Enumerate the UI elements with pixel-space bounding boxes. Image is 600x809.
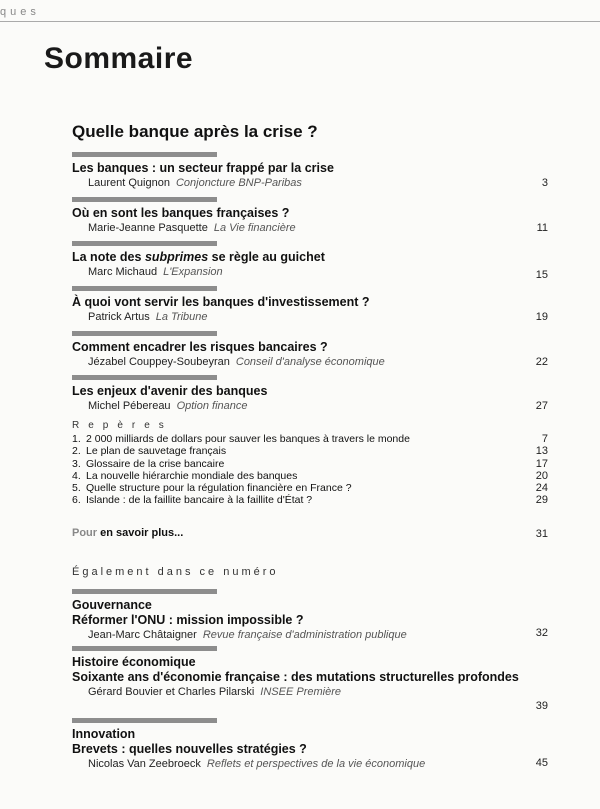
article-title[interactable]: Les enjeux d'avenir des banques	[72, 384, 268, 398]
pour-en-savoir-plus[interactable]: Pour en savoir plus... 31	[72, 527, 548, 540]
divider-bar	[72, 646, 217, 651]
article-author: Jean-Marc Châtaigner	[88, 629, 197, 641]
divider-bar	[72, 589, 217, 594]
divider-bar	[72, 152, 217, 157]
article-meta	[72, 310, 548, 324]
article-source: La Vie financière	[213, 222, 296, 234]
divider-bar	[72, 241, 217, 246]
article-author: Patrick Artus	[88, 311, 150, 323]
dossier-title: Quelle banque après la crise ?	[72, 122, 318, 141]
page-number: 27	[535, 400, 548, 412]
article-entry[interactable]	[72, 197, 548, 235]
article-source: Conseil d'analyse économique	[235, 356, 385, 368]
reperes-section	[72, 420, 548, 507]
article-meta	[72, 685, 548, 699]
article-author: Marc Michaud	[88, 266, 158, 278]
article-entry[interactable]	[72, 286, 548, 324]
article-meta	[72, 176, 548, 190]
category-label: Gouvernance	[72, 598, 152, 612]
page-number: 32	[535, 627, 548, 639]
article-entry[interactable]	[72, 375, 548, 413]
category-label: Innovation	[72, 727, 136, 741]
article-source: Revue française d'administration publique	[202, 629, 407, 641]
article-source: INSEE Première	[260, 686, 341, 698]
article-entry[interactable]	[72, 331, 548, 369]
article-author: Gérard Bouvier et Charles Pilarski	[88, 686, 255, 698]
article-meta	[72, 265, 548, 279]
article-source: L'Expansion	[163, 266, 223, 278]
article-title[interactable]: La note des subprimes se règle au guichet	[72, 250, 325, 264]
page-number: 3	[541, 177, 548, 189]
repere-item[interactable]: 6. Islande : de la faillite bancaire à la faillite d'État ? 29	[72, 494, 548, 507]
article-meta	[72, 355, 548, 369]
divider-bar	[72, 331, 217, 336]
reperes-label: Repères	[72, 420, 173, 431]
article-source: La Tribune	[155, 311, 208, 323]
article-title[interactable]: Comment encadrer les risques bancaires ?	[72, 340, 328, 354]
page-number: 13	[535, 445, 548, 458]
page-number: 20	[535, 469, 548, 482]
article-author: Michel Pébereau	[88, 400, 171, 412]
article-entry[interactable]	[72, 152, 548, 190]
article-meta	[72, 221, 548, 235]
section-tag: ques	[0, 6, 40, 18]
article-author: Nicolas Van Zeebroeck	[88, 758, 201, 770]
page-number: 19	[535, 311, 548, 323]
page-number: 45	[535, 757, 548, 769]
article-entry[interactable]	[72, 241, 548, 279]
repere-item[interactable]: 2. Le plan de sauvetage français 13	[72, 445, 548, 458]
article-title[interactable]: Les banques : un secteur frappé par la crise	[72, 161, 334, 175]
category-label: Histoire économique	[72, 655, 196, 669]
article-title[interactable]: Soixante ans d'économie française : des mutations structurelles profondes	[72, 670, 519, 684]
page-number: 31	[535, 528, 548, 540]
page-title: Sommaire	[44, 42, 194, 75]
repere-item[interactable]: 4. La nouvelle hiérarchie mondiale des banques 20	[72, 469, 548, 482]
page-number: 11	[536, 222, 548, 234]
page-number: 15	[535, 269, 548, 281]
article-author: Marie-Jeanne Pasquette	[88, 222, 208, 234]
article-title[interactable]: À quoi vont servir les banques d'investissement ?	[72, 295, 370, 309]
divider-bar	[72, 375, 217, 380]
also-entry[interactable]	[72, 646, 548, 712]
repere-item[interactable]: 1. 2 000 milliards de dollars pour sauver les banques à travers le monde 7	[72, 433, 548, 445]
article-meta	[72, 399, 548, 413]
divider-bar	[72, 718, 217, 723]
page-number: 22	[535, 356, 548, 368]
repere-item[interactable]: 3. Glossaire de la crise bancaire 17	[72, 457, 548, 470]
divider-bar	[72, 197, 217, 202]
article-author: Jézabel Couppey-Soubeyran	[88, 356, 230, 368]
also-entry[interactable]	[72, 718, 548, 771]
article-title[interactable]: Où en sont les banques françaises ?	[72, 206, 290, 220]
page-number: 17	[535, 457, 548, 470]
egalement-label: Également dans ce numéro	[72, 566, 279, 578]
header-rule	[0, 21, 600, 22]
article-author: Laurent Quignon	[88, 177, 170, 189]
divider-bar	[72, 286, 217, 291]
article-source: Reflets et perspectives de la vie économique	[206, 758, 426, 770]
article-meta	[72, 757, 548, 771]
page-number: 39	[535, 700, 548, 712]
page-number: 24	[535, 482, 548, 495]
page-number: 7	[541, 433, 548, 445]
page-number: 29	[535, 494, 548, 507]
article-source: Option finance	[176, 400, 248, 412]
also-entry[interactable]	[72, 589, 548, 642]
article-title[interactable]: Réformer l'ONU : mission impossible ?	[72, 613, 304, 627]
article-meta	[72, 628, 548, 642]
repere-item[interactable]: 5. Quelle structure pour la régulation financière en France ? 24	[72, 482, 548, 495]
article-title[interactable]: Brevets : quelles nouvelles stratégies ?	[72, 742, 307, 756]
article-source: Conjoncture BNP-Paribas	[175, 177, 302, 189]
